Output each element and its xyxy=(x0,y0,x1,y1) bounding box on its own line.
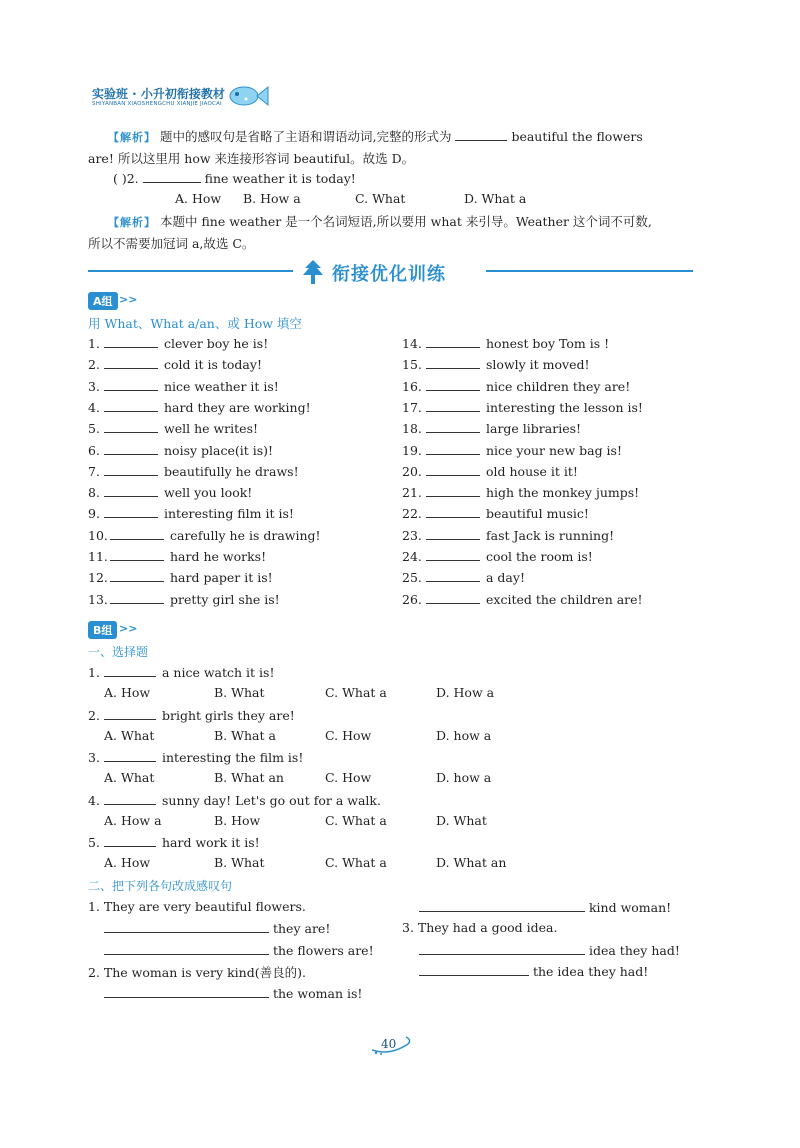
question-text: bright girls they are! xyxy=(162,707,295,723)
question-text: nice your new bag is! xyxy=(486,442,622,458)
part1-title: 一、选择题 xyxy=(88,645,149,659)
fill-in-question xyxy=(402,335,609,351)
question-number: 17. xyxy=(402,399,422,415)
rewrite-text: idea they had! xyxy=(588,943,680,958)
rewrite-1b xyxy=(104,942,374,958)
fill-in-question xyxy=(88,548,266,564)
mc-option[interactable]: B. What an xyxy=(214,770,284,786)
answer-blank[interactable] xyxy=(104,463,158,476)
blank[interactable] xyxy=(455,128,507,141)
mc-option[interactable]: A. What xyxy=(104,770,155,786)
question-number: 9. xyxy=(88,506,100,522)
answer-blank[interactable] xyxy=(104,942,269,955)
question-number: 13. xyxy=(88,591,108,607)
analysis-tag: 【解析】 xyxy=(108,216,156,229)
question-text: large libraries! xyxy=(486,421,582,437)
analysis-2 xyxy=(108,212,652,230)
answer-blank[interactable] xyxy=(426,378,480,391)
header-brand: 实验班 · 小升初衔接教材 xyxy=(92,87,225,101)
rewrite-3: 3. They had a good idea. xyxy=(402,920,558,935)
question-text: clever boy he is! xyxy=(164,336,269,351)
fill-in-question xyxy=(402,463,578,479)
fill-in-question xyxy=(402,420,581,436)
fill-in-question xyxy=(402,484,639,500)
group-b-badge: B组 xyxy=(88,621,117,639)
question-number: 3. xyxy=(88,750,100,766)
mc-option[interactable]: B. What a xyxy=(214,727,276,743)
answer-blank[interactable] xyxy=(110,591,164,604)
question-number: 11. xyxy=(88,549,108,564)
mc-option[interactable]: A. How xyxy=(104,685,151,700)
question-number: 20. xyxy=(402,463,422,479)
mc-option[interactable]: C. How xyxy=(325,770,372,786)
question-text: hard work it is! xyxy=(162,835,260,851)
question-number: 14. xyxy=(402,336,422,351)
q2-option-c[interactable]: C. What xyxy=(355,191,406,206)
mc-option[interactable]: D. What an xyxy=(436,855,507,871)
group-a-arrows: >> xyxy=(119,293,138,306)
question-text: cool the room is! xyxy=(486,549,593,564)
question-number: 22. xyxy=(402,506,422,522)
question-text: honest boy Tom is ! xyxy=(486,336,610,351)
fill-in-question xyxy=(402,399,643,415)
fill-in-question xyxy=(88,399,311,415)
fill-in-question xyxy=(88,378,279,394)
mc-option[interactable]: B. How xyxy=(214,812,261,828)
group-a-instruction: 用 What、What a/an、或 How 填空 xyxy=(88,316,302,331)
question-text: hard he works! xyxy=(170,549,267,564)
part2-title: 二、把下列各句改成感叹句 xyxy=(88,879,233,893)
answer-blank[interactable] xyxy=(104,707,156,720)
blank[interactable] xyxy=(143,170,201,183)
rewrite-1: 1. They are very beautiful flowers. xyxy=(88,899,306,914)
answer-blank[interactable] xyxy=(104,920,269,933)
answer-blank[interactable] xyxy=(426,335,480,348)
answer-blank[interactable] xyxy=(426,548,480,561)
page-number: 40 xyxy=(381,1037,397,1051)
analysis-text: beautiful the flowers xyxy=(511,129,643,144)
fill-in-question xyxy=(402,378,630,394)
question-text: a day! xyxy=(486,570,525,586)
fill-in-question xyxy=(88,442,273,458)
question-number: 4. xyxy=(88,792,100,808)
question-text: interesting film it is! xyxy=(164,506,294,522)
fill-in-question xyxy=(402,569,525,585)
question-number: 10. xyxy=(88,527,108,543)
fill-in-question xyxy=(88,484,252,500)
question-number: 4. xyxy=(88,399,100,415)
question-number: 15. xyxy=(402,357,422,373)
header-pinyin: SHIYANBAN XIAOSHENGCHU XIANJIE JIAOCAI xyxy=(92,101,222,107)
question-text: hard paper it is! xyxy=(170,570,273,586)
answer-blank[interactable] xyxy=(104,664,156,677)
answer-blank[interactable] xyxy=(104,834,156,847)
answer-blank[interactable] xyxy=(104,505,158,518)
answer-blank[interactable] xyxy=(104,356,158,369)
rewrite-text: the woman is! xyxy=(272,986,363,1001)
fill-in-question xyxy=(88,569,273,585)
question-number: 21. xyxy=(402,485,422,501)
fill-in-question xyxy=(88,335,268,351)
question-number: 5. xyxy=(88,835,100,851)
question-number: 26. xyxy=(402,591,422,607)
question-text: carefully he is drawing! xyxy=(170,527,321,543)
rewrite-2: 2. The woman is very kind(善良的). xyxy=(88,965,306,980)
rewrite-text: the idea they had! xyxy=(532,964,649,979)
question-number: 18. xyxy=(402,421,422,437)
question-number: 8. xyxy=(88,485,100,501)
fill-in-question xyxy=(88,749,303,765)
rewrite-2a xyxy=(104,985,362,1001)
answer-blank[interactable] xyxy=(426,569,480,582)
fill-in-question xyxy=(88,591,280,607)
rewrite-text: kind woman! xyxy=(588,900,672,915)
fill-in-question xyxy=(402,356,590,372)
mc-option[interactable]: D. How a xyxy=(436,685,495,700)
question-number: 1. xyxy=(88,665,100,680)
question-number: 7. xyxy=(88,463,100,479)
question-text: nice weather it is! xyxy=(164,378,279,394)
question-number: ( )2. xyxy=(113,171,139,186)
question-number: 3. xyxy=(88,378,100,394)
question-text: well you look! xyxy=(164,485,253,501)
answer-blank[interactable] xyxy=(110,569,164,582)
question-2 xyxy=(113,170,356,186)
fill-in-question xyxy=(402,505,589,521)
answer-blank[interactable] xyxy=(104,335,158,348)
rewrite-text: they are! xyxy=(272,921,331,936)
fill-in-question xyxy=(402,548,593,564)
fill-in-question xyxy=(88,664,274,680)
question-text: beautiful music! xyxy=(486,506,589,522)
answer-blank[interactable] xyxy=(110,548,164,561)
question-text: old house it it! xyxy=(486,463,578,479)
answer-blank[interactable] xyxy=(419,942,585,955)
question-text: slowly it moved! xyxy=(486,357,590,373)
question-text: excited the children are! xyxy=(486,591,643,607)
mc-option[interactable]: B. What xyxy=(214,685,265,700)
question-number: 24. xyxy=(402,549,422,564)
question-text: interesting the lesson is! xyxy=(486,399,643,415)
question-text: noisy place(it is)! xyxy=(164,442,274,458)
fill-in-question xyxy=(88,527,321,543)
fill-in-question xyxy=(88,356,262,372)
answer-blank[interactable] xyxy=(426,463,480,476)
analysis-text: 本题中 fine weather 是一个名词短语,所以要用 what 来引导。Weather 这个词不可数, xyxy=(159,214,652,229)
mc-option[interactable]: C. What a xyxy=(325,685,387,700)
answer-blank[interactable] xyxy=(426,356,480,369)
answer-blank[interactable] xyxy=(426,442,480,455)
answer-blank[interactable] xyxy=(419,963,529,976)
question-number: 23. xyxy=(402,527,422,543)
rewrite-text: the flowers are! xyxy=(272,943,374,958)
answer-blank[interactable] xyxy=(104,792,156,805)
rewrite-1a xyxy=(104,920,330,936)
question-number: 6. xyxy=(88,442,100,458)
answer-blank[interactable] xyxy=(104,985,269,998)
question-number: 1. xyxy=(88,336,100,351)
mc-option[interactable]: C. How xyxy=(325,727,372,743)
fill-in-question xyxy=(88,792,381,808)
tree-icon xyxy=(300,258,326,286)
question-text: pretty girl she is! xyxy=(170,591,280,607)
analysis-tag: 【解析】 xyxy=(108,131,156,144)
divider-right xyxy=(486,270,693,272)
analysis-1 xyxy=(108,127,643,145)
fill-in-question xyxy=(88,707,295,723)
fill-in-question xyxy=(88,834,260,850)
mc-option[interactable]: D. What xyxy=(436,812,487,828)
divider-left xyxy=(88,270,293,272)
answer-blank[interactable] xyxy=(104,442,158,455)
question-text: cold it is today! xyxy=(164,357,262,373)
mc-option[interactable]: A. How xyxy=(104,855,151,871)
fish-logo-icon xyxy=(226,83,270,109)
q2-option-b[interactable]: B. How a xyxy=(243,191,301,206)
question-text: well he writes! xyxy=(164,421,259,437)
question-text: fine weather it is today! xyxy=(204,171,356,186)
answer-blank[interactable] xyxy=(426,399,480,412)
answer-blank[interactable] xyxy=(104,420,158,433)
analysis-2-cont: 所以不需要加冠词 a,故选 C。 xyxy=(88,236,255,251)
answer-blank[interactable] xyxy=(426,484,480,497)
question-text: sunny day! Let's go out for a walk. xyxy=(162,792,381,808)
question-number: 19. xyxy=(402,442,422,458)
fill-in-question xyxy=(402,527,614,543)
fill-in-question xyxy=(402,442,622,458)
question-text: high the monkey jumps! xyxy=(486,485,640,501)
question-number: 25. xyxy=(402,570,422,586)
group-b-arrows: >> xyxy=(119,622,138,635)
rewrite-3b xyxy=(419,963,648,979)
group-a-badge: A组 xyxy=(88,292,118,310)
answer-blank[interactable] xyxy=(104,399,158,412)
answer-blank[interactable] xyxy=(426,527,480,540)
section-title: 衔接优化训练 xyxy=(332,264,446,285)
answer-blank[interactable] xyxy=(426,591,480,604)
answer-blank[interactable] xyxy=(104,749,156,762)
question-number: 16. xyxy=(402,378,422,394)
answer-blank[interactable] xyxy=(426,505,480,518)
question-number: 2. xyxy=(88,707,100,723)
fill-in-question xyxy=(402,591,643,607)
mc-option[interactable]: C. What a xyxy=(325,855,387,871)
question-text: interesting the film is! xyxy=(162,750,304,766)
question-number: 12. xyxy=(88,570,108,586)
question-number: 5. xyxy=(88,421,100,437)
mc-option[interactable]: D. how a xyxy=(436,770,492,786)
mc-option[interactable]: B. What xyxy=(214,855,265,871)
answer-blank[interactable] xyxy=(419,899,585,912)
fill-in-question xyxy=(88,463,299,479)
question-text: a nice watch it is! xyxy=(162,665,275,680)
question-text: beautifully he draws! xyxy=(164,463,299,479)
analysis-1-cont: are! 所以这里用 how 来连接形容词 beautiful。故选 D。 xyxy=(88,151,415,166)
fill-in-question xyxy=(88,505,294,521)
mc-option[interactable]: D. how a xyxy=(436,727,492,743)
answer-blank[interactable] xyxy=(104,484,158,497)
question-text: hard they are working! xyxy=(164,399,311,415)
fill-in-question xyxy=(88,420,258,436)
q2-option-a[interactable]: A. How xyxy=(175,191,222,206)
mc-option[interactable]: A. How a xyxy=(104,812,162,828)
q2-option-d[interactable]: D. What a xyxy=(464,191,527,206)
rewrite-kind xyxy=(419,899,671,915)
answer-blank[interactable] xyxy=(110,527,164,540)
analysis-text: 题中的感叹句是省略了主语和谓语动词,完整的形式为 xyxy=(159,129,452,144)
answer-blank[interactable] xyxy=(426,420,480,433)
question-number: 2. xyxy=(88,357,100,373)
mc-option[interactable]: C. What a xyxy=(325,812,387,828)
question-text: nice children they are! xyxy=(486,378,631,394)
mc-option[interactable]: A. What xyxy=(104,727,155,743)
question-text: fast Jack is running! xyxy=(486,527,615,543)
answer-blank[interactable] xyxy=(104,378,158,391)
rewrite-3a xyxy=(419,942,680,958)
